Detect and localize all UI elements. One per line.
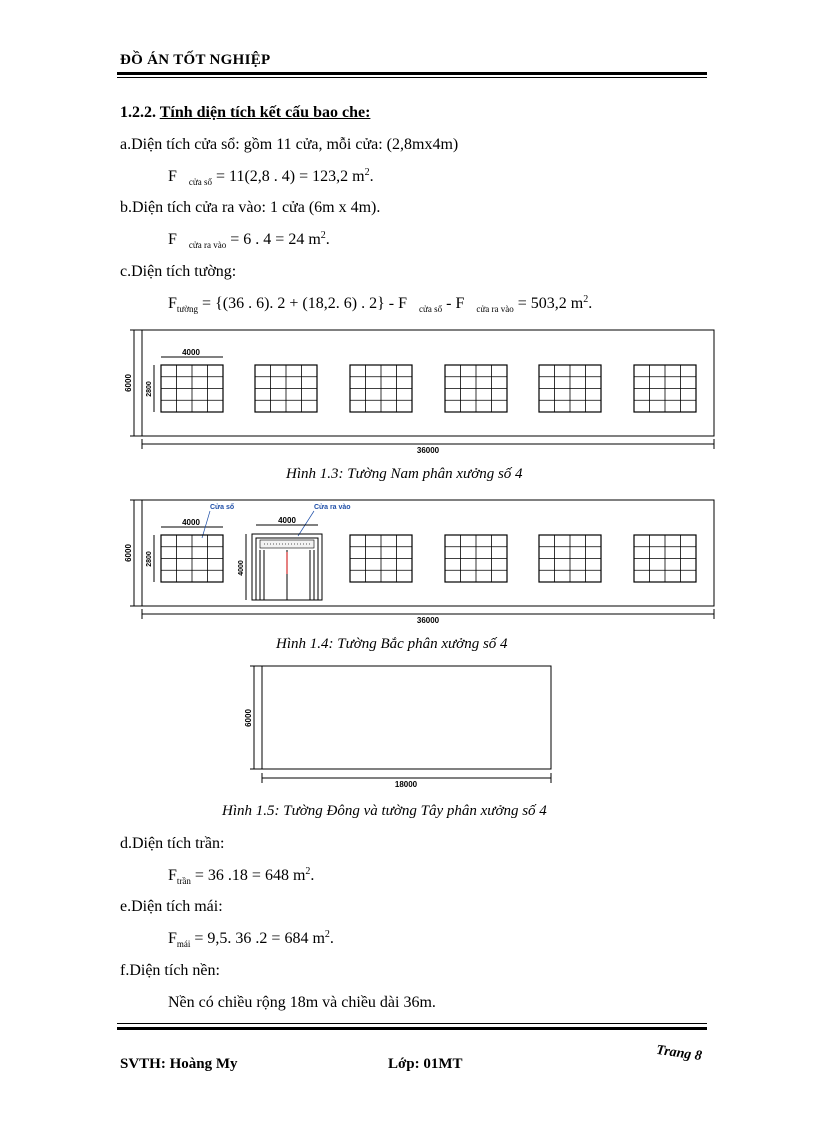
item-f-text: Nền có chiều rộng 18m và chiều dài 36m. — [168, 994, 436, 1011]
item-c-formula: $F_{tường} = \{(36$ . 6). 2 + (18,2. 6) . 2} - F $_{cửa sổ}$ - F $_{cửa ra vào}$ = 503,2 $m^2$. — [168, 294, 593, 314]
page-header-title: ĐỒ ÁN TỐT NGHIỆP — [120, 52, 271, 68]
window-width-label: 4000 — [182, 348, 200, 357]
item-e-formula: $F_{mái} = 9,5$. 36 .2 = 684 $m^2$. — [168, 929, 334, 949]
figure-north-wall — [118, 494, 718, 624]
item-d-formula: $F_{trần} = 36$ .18 = 648 $m^2$. — [168, 866, 315, 886]
figure-east-west-wall — [236, 660, 556, 792]
height-dim-label: 6000 — [124, 374, 133, 392]
wall-outline — [262, 666, 551, 769]
footer-class: Lớp: 01MT — [388, 1056, 463, 1072]
door — [252, 534, 322, 600]
header-rule — [117, 72, 707, 75]
item-a-formula: F $_{cửa sổ}$ = 11(2,8 . 4) = 123,2 $m^2$. — [168, 167, 374, 187]
section-heading — [120, 104, 370, 122]
wall-outline — [142, 500, 714, 606]
section-number: 1.2.2. — [120, 104, 156, 121]
figure-south-wall — [118, 324, 718, 454]
item-c-label: c.Diện tích tường: — [120, 263, 237, 280]
door-height-label: 4000 — [238, 560, 245, 576]
item-e-label: e.Diện tích mái: — [120, 898, 223, 915]
item-f-label: f.Diện tích nền: — [120, 962, 220, 979]
width-dim-label: 36000 — [416, 616, 440, 624]
item-b-label: b.Diện tích cửa ra vào: 1 cửa (6m x 4m). — [120, 199, 381, 216]
width-dim-label: 18000 — [394, 780, 418, 789]
window-width-label: 4000 — [182, 518, 200, 527]
item-b-formula: F $_{cửa ra vào}$ = 6 . 4 = 24 $m^2$. — [168, 230, 330, 250]
figure-14-caption: Hình 1.4: Tường Bắc phân xưởng số 4 — [276, 636, 508, 652]
window-height-label: 2800 — [146, 551, 153, 567]
wall-outline — [142, 330, 714, 436]
footer-student: SVTH: Hoàng My — [120, 1056, 238, 1072]
figure-15-caption: Hình 1.5: Tường Đông và tường Tây phân xưởng số 4 — [222, 803, 547, 819]
window-callout-label: Cửa sổ — [210, 504, 235, 511]
door-callout-label: Cửa ra vào — [314, 504, 351, 511]
height-dim-label: 6000 — [124, 544, 133, 562]
item-a-label: a.Diện tích cửa sổ: gồm 11 cửa, mỗi cửa: (2,8mx4m) — [120, 136, 459, 153]
figure-13-caption: Hình 1.3: Tường Nam phân xưởng số 4 — [286, 466, 523, 482]
header-rule-thin — [117, 77, 707, 78]
footer-page-number: Trang 8 — [655, 1042, 703, 1065]
width-dim-label: 36000 — [416, 446, 440, 454]
footer-rule-thin — [117, 1023, 707, 1024]
window-height-label: 2800 — [146, 381, 153, 397]
item-d-label: d.Diện tích trần: — [120, 835, 225, 852]
window-group — [161, 365, 696, 412]
section-title: Tính diện tích kết cấu bao che: — [159, 104, 371, 121]
footer-rule — [117, 1027, 707, 1030]
height-dim-label: 6000 — [244, 709, 253, 727]
door-width-label: 4000 — [278, 516, 296, 525]
